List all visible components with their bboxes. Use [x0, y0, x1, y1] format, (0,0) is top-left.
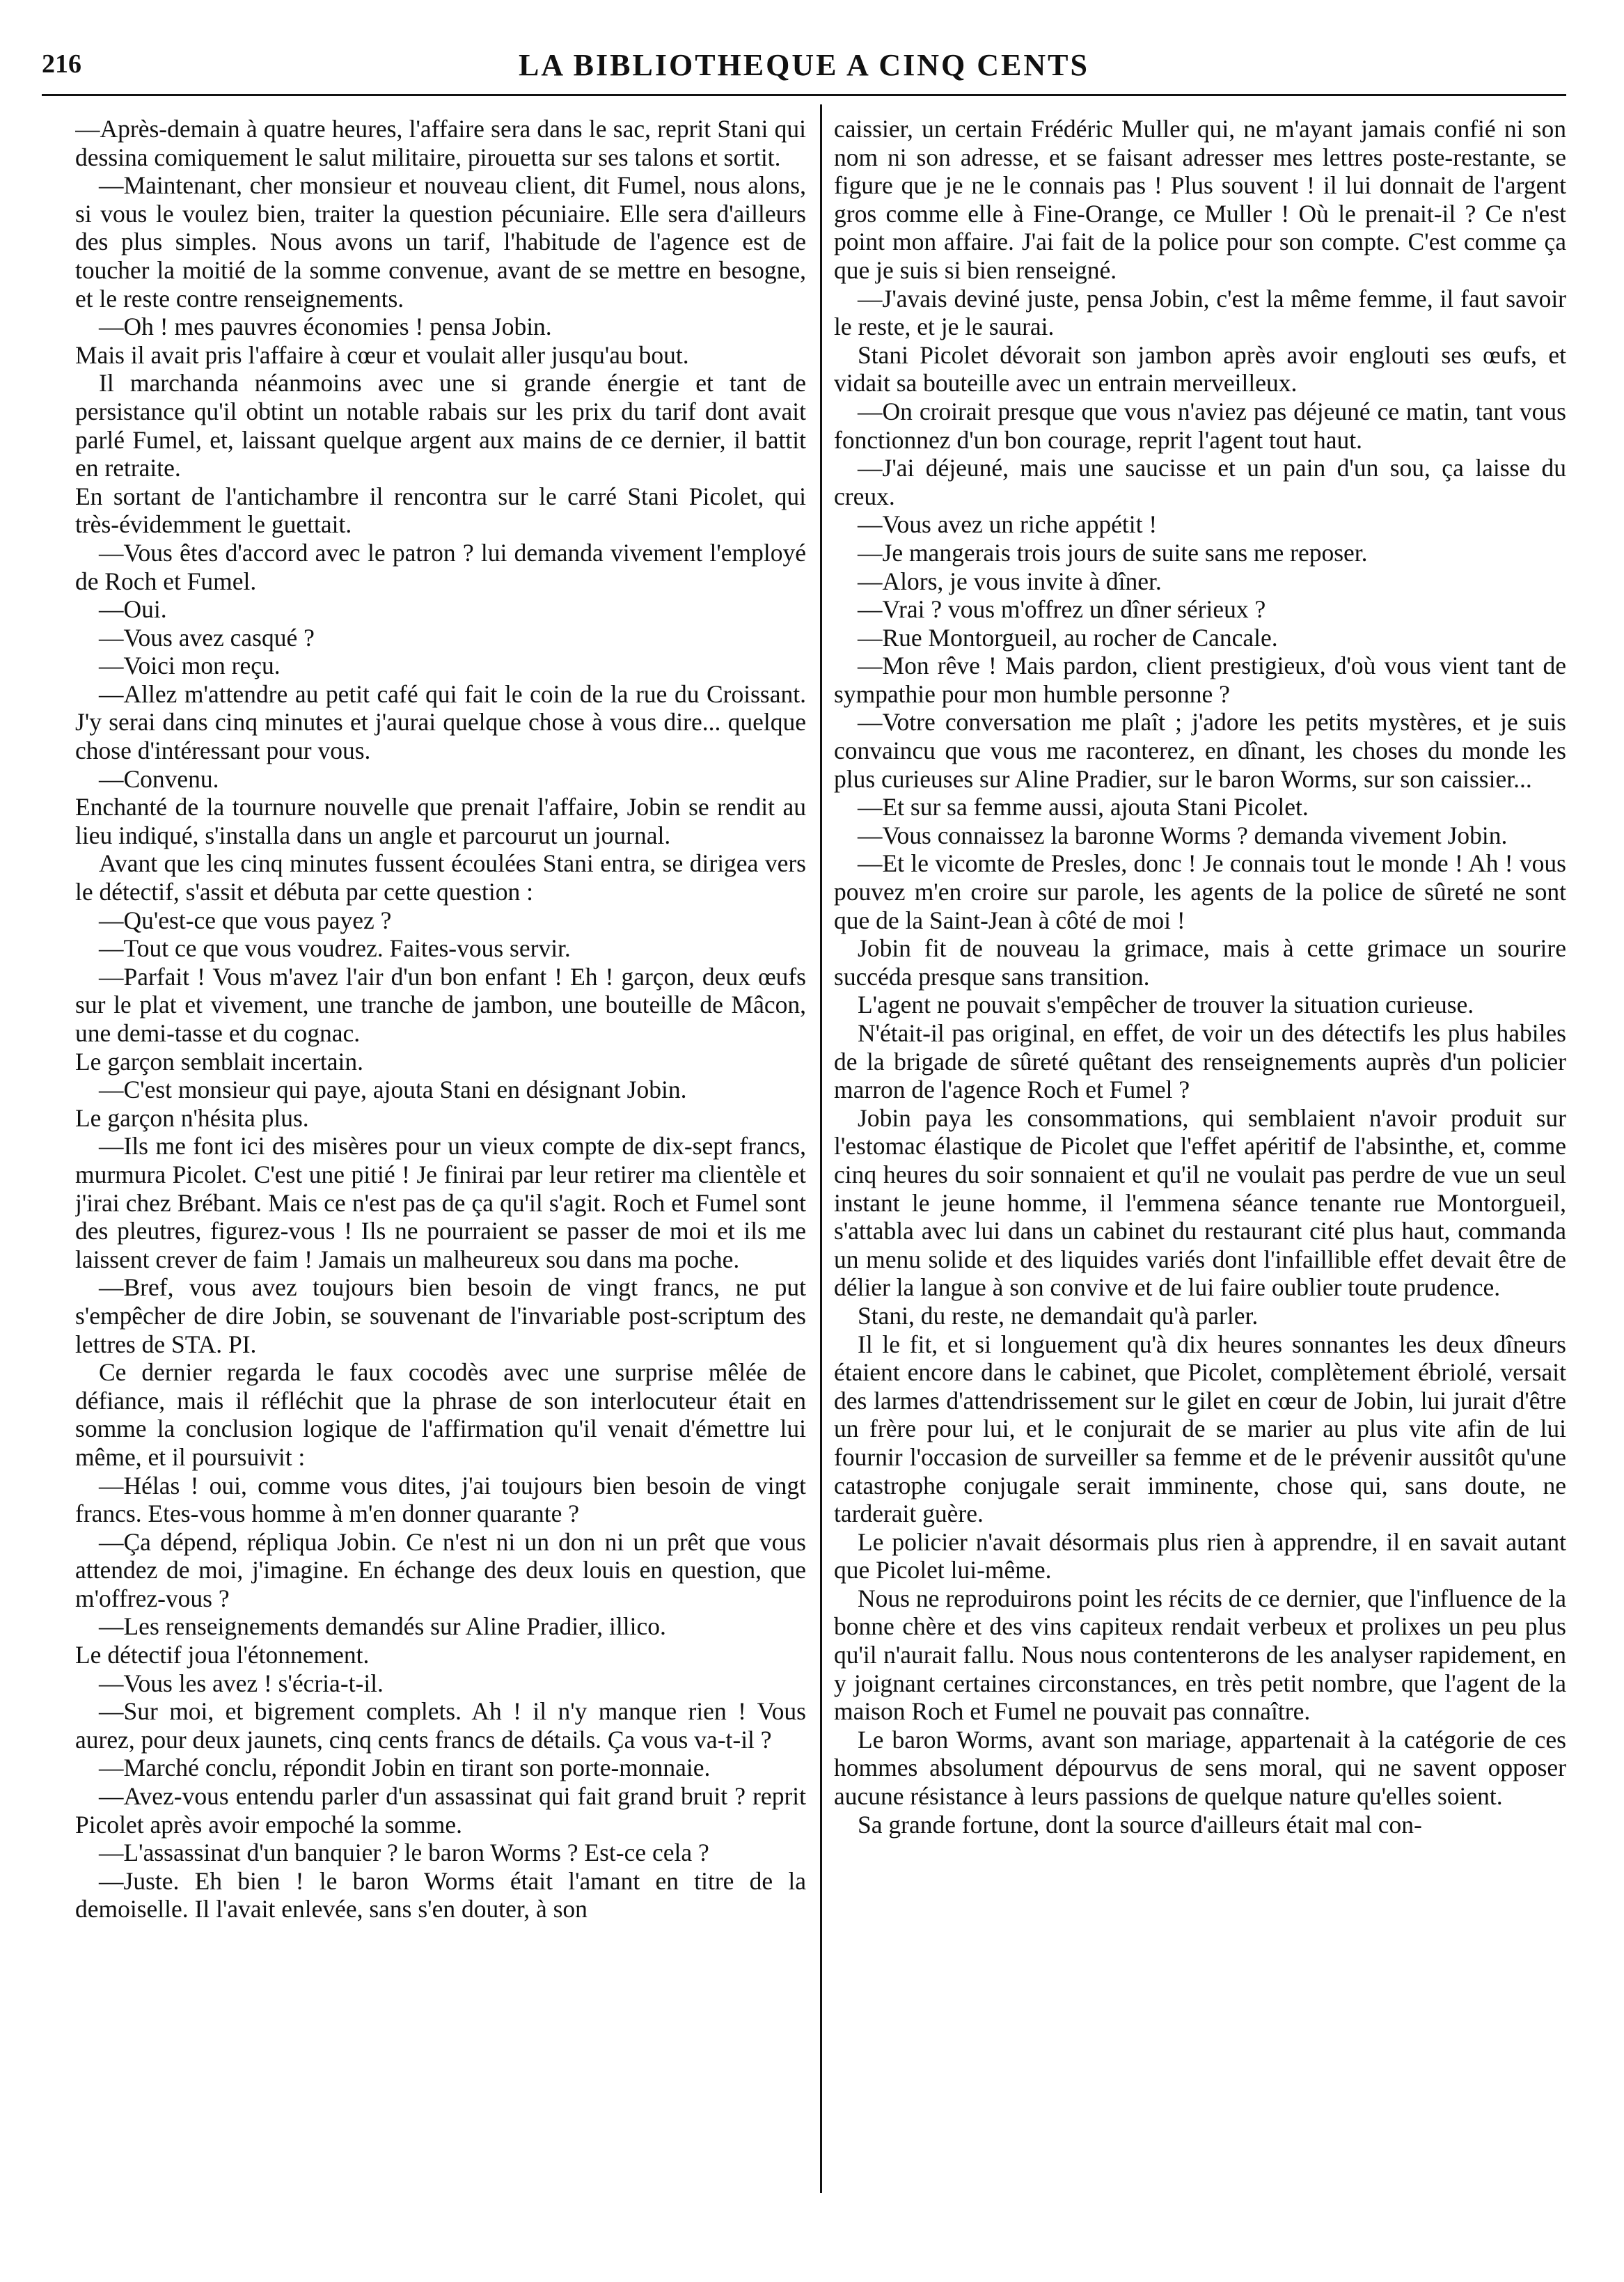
page-number: 216 — [42, 49, 81, 79]
paragraph: —Vous connaissez la baronne Worms ? demanda vivement Jobin. — [858, 821, 1508, 849]
paragraph: —Juste. Eh bien ! le baron Worms était l'amant en titre de la demoiselle. Il l'avait enlevée, sans s'en douter, à son — [75, 1866, 806, 1923]
paragraph: N'était-il pas original, en effet, de voir un des détectifs les plus habiles de la brigade de sûreté quêtant des renseignements auprès d'un policier marron de l'agence Roch et Fumel ? — [834, 1019, 1566, 1104]
paragraph: —Je mangerais trois jours de suite sans me reposer. — [858, 538, 1368, 567]
paragraph: Enchanté de la tournure nouvelle que prenait l'affaire, Jobin se rendit au lieu indiqué, s'installa dans un angle et parcourut un journal. — [75, 793, 806, 849]
paragraph: Nous ne reproduirons point les récits de ce dernier, que l'influence de la bonne chère et des vins capiteux rendait verbeux et prolixes un peu plus qu'il n'aurait fallu. Nous nous contenterons de les analyser rapidement, en y joignant certaines circonstances, en très petit nombre, que l'agent de la maison Roch et Fumel ne pouvait pas connaître. — [834, 1584, 1566, 1726]
paragraph: —Alors, je vous invite à dîner. — [858, 567, 1162, 595]
paragraph: Il le fit, et si longuement qu'à dix heures sonnantes les deux dîneurs étaient encore dans le cabinet, que Picolet, complètement ébriolé, versait des larmes d'attendrissement sur le gilet en cœur de Jobin, lui jurait d'être un frère pour lui, et le conjurait de se marier au plus vite afin de lui fournir l'occasion de surveiller sa femme et de le prévenir aussitôt qu'une catastrophe conjugale serait imminente, chose qui, sans doute, ne tarderait guère. — [834, 1330, 1566, 1528]
paragraph: —C'est monsieur qui paye, ajouta Stani en désignant Jobin. — [99, 1076, 687, 1104]
paragraph: Jobin fit de nouveau la grimace, mais à cette grimace un sourire succéda presque sans transition. — [834, 934, 1566, 991]
paragraph: —Ça dépend, répliqua Jobin. Ce n'est ni un don ni un prêt que vous attendez de moi, j'imagine. En échange des deux louis en question, que m'offrez-vous ? — [75, 1527, 806, 1612]
left-column — [75, 115, 806, 2252]
paragraph: —Tout ce que vous voudrez. Faites-vous servir. — [99, 934, 571, 963]
paragraph: —Bref, vous avez toujours bien besoin de vingt francs, ne put s'empêcher de dire Jobin, se souvenant de l'invariable post-scriptum des lettres de STA. PI. — [75, 1273, 806, 1358]
paragraph: —Avez-vous entendu parler d'un assassinat qui fait grand bruit ? reprit Picolet après avoir empoché la somme. — [75, 1782, 806, 1839]
paragraph: —Allez m'attendre au petit café qui fait le coin de la rue du Croissant. J'y serai dans cinq minutes et j'aurai quelque chose à vous dire... quelque chose d'intéressant pour vous. — [75, 679, 806, 765]
paragraph: —L'assassinat d'un banquier ? le baron Worms ? Est-ce cela ? — [99, 1839, 709, 1867]
paragraph: —Les renseignements demandés sur Aline Pradier, illico. — [99, 1612, 666, 1641]
paragraph: Avant que les cinq minutes fussent écoulées Stani entra, se dirigea vers le détectif, s'assit et débuta par cette question : — [75, 849, 806, 906]
header-rule — [42, 94, 1566, 96]
paragraph: —Maintenant, cher monsieur et nouveau client, dit Fumel, nous alons, si vous le voulez bien, traiter la question pécuniaire. Elle sera d'ailleurs des plus simples. Nous avons un tarif, l'habitude de l'agence est de toucher la moitié de la somme convenue, avant de se mettre en besogne, et le reste contre renseignements. — [75, 171, 806, 313]
paragraph: Mais il avait pris l'affaire à cœur et voulait aller jusqu'au bout. — [75, 340, 689, 369]
paragraph: L'agent ne pouvait s'empêcher de trouver la situation curieuse. — [858, 991, 1474, 1019]
page-header — [42, 42, 1566, 91]
paragraph: —Sur moi, et bigrement complets. Ah ! il n'y manque rien ! Vous aurez, pour deux jaunets, cinq cents francs de détails. Ça vous va-t-il ? — [75, 1697, 806, 1754]
paragraph: —Vous les avez ! s'écria-t-il. — [99, 1669, 384, 1697]
paragraph: —Voici mon reçu. — [99, 652, 281, 680]
paragraph: Stani Picolet dévorait son jambon après avoir englouti ses œufs, et vidait sa bouteille avec un entrain merveilleux. — [834, 340, 1566, 398]
paragraph: —Après-demain à quatre heures, l'affaire sera dans le sac, reprit Stani qui dessina comiquement le salut militaire, pirouetta sur ses talons et sortit. — [75, 115, 806, 171]
paragraph: —Mon rêve ! Mais pardon, client prestigieux, d'où vous vient tant de sympathie pour mon humble personne ? — [834, 652, 1566, 708]
paragraph: —On croirait presque que vous n'aviez pas déjeuné ce matin, tant vous fonctionnez d'un bon courage, reprit l'agent tout haut. — [834, 397, 1566, 454]
paragraph: —Et sur sa femme aussi, ajouta Stani Picolet. — [858, 793, 1309, 821]
paragraph: —Oh ! mes pauvres économies ! pensa Jobin. — [99, 313, 552, 341]
paragraph: Stani, du reste, ne demandait qu'à parler. — [858, 1301, 1259, 1330]
paragraph: —Vous avez casqué ? — [99, 623, 315, 652]
running-title: LA BIBLIOTHEQUE A CINQ CENTS — [518, 48, 1089, 82]
paragraph: —Vous êtes d'accord avec le patron ? lui demanda vivement l'employé de Roch et Fumel. — [75, 538, 806, 595]
paragraph: caissier, un certain Frédéric Muller qui, ne m'ayant jamais confié ni son nom ni son adresse, et se faisant adresser mes lettres poste-restante, se figure que je ne le connais pas ! Plus souvent ! il lui donnait de l'argent gros comme elle à Fine-Orange, ce Muller ! Où le prenait-il ? Ce n'est point mon affaire. J'ai fait de la police pour son compte. C'est comme ça que je suis si bien renseigné. — [834, 115, 1566, 284]
paragraph: —J'avais deviné juste, pensa Jobin, c'est la même femme, il faut savoir le reste, et je le saurai. — [834, 284, 1566, 341]
paragraph: En sortant de l'antichambre il rencontra sur le carré Stani Picolet, qui très-évidemment le guettait. — [75, 482, 806, 539]
paragraph: Jobin paya les consommations, qui semblaient n'avoir produit sur l'estomac élastique de Picolet que l'effet apéritif de l'absinthe, et, comme cinq heures du soir sonnaient et qu'il ne voulait pas perdre de vue un seul instant le jeune homme, il l'emmena séance tenante rue Montorgueil, s'attabla avec lui dans un cabinet du restaurant cité plus haut, commanda un menu solide et des liquides variés dont l'infaillible effet devait être de délier la langue à son convive et de lui faire oublier toute prudence. — [834, 1103, 1566, 1302]
paragraph: —J'ai déjeuné, mais une saucisse et un pain d'un sou, ça laisse du creux. — [834, 454, 1566, 510]
right-column — [834, 115, 1566, 2252]
paragraph: —Convenu. — [99, 764, 219, 793]
paragraph: Ce dernier regarda le faux cocodès avec une surprise mêlée de défiance, mais il réfléchit que la phrase de son interlocuteur était en somme la conclusion logique de l'affirmation qu'il venait d'émettre lui même, et il poursuivit : — [75, 1358, 806, 1471]
paragraph: —Ils me font ici des misères pour un vieux compte de dix-sept francs, murmura Picolet. C'est une pitié ! Je finirai par leur retirer ma clientèle et j'irai chez Brébant. Mais ce n'est pas de ça qu'il s'agit. Roch et Fumel sont des pleutres, figurez-vous ! Ils ne pourraient se passer de moi et ils me laissent crever de faim ! Jamais un malheureux sou dans ma poche. — [75, 1132, 806, 1273]
paragraph: —Hélas ! oui, comme vous dites, j'ai toujours bien besoin de vingt francs. Etes-vous homme à m'en donner quarante ? — [75, 1471, 806, 1528]
paragraph: Il marchanda néanmoins avec une si grande énergie et tant de persistance qu'il obtint un notable rabais sur les prix du tarif dont avait parlé Fumel, et, laissant quelque argent aux mains de ce dernier, il battit en retraite. — [75, 369, 806, 482]
paragraph: —Marché conclu, répondit Jobin en tirant son porte-monnaie. — [99, 1754, 711, 1782]
paragraph: Le baron Worms, avant son mariage, appartenait à la catégorie de ces hommes absolument dépourvus de sens moral, qui ne savent opposer aucune résistance à leurs passions de quelque nature qu'elles soient. — [834, 1725, 1566, 1811]
paragraph: —Vrai ? vous m'offrez un dîner sérieux ? — [858, 595, 1266, 624]
column-divider — [820, 104, 822, 2193]
paragraph: —Vous avez un riche appétit ! — [858, 510, 1158, 539]
paragraph: Sa grande fortune, dont la source d'ailleurs était mal con- — [858, 1810, 1422, 1839]
paragraph: Le policier n'avait désormais plus rien à apprendre, il en savait autant que Picolet lui-même. — [834, 1527, 1566, 1584]
paragraph: —Rue Montorgueil, au rocher de Cancale. — [858, 623, 1278, 652]
paragraph: Le détectif joua l'étonnement. — [75, 1641, 370, 1669]
paragraph: Le garçon n'hésita plus. — [75, 1103, 309, 1132]
paragraph: —Votre conversation me plaît ; j'adore les petits mystères, et je suis convaincu que vous me raconterez, en dînant, les choses du monde les plus curieuses sur Aline Pradier, sur le baron Worms, sur son caissier... — [834, 708, 1566, 793]
paragraph: —Qu'est-ce que vous payez ? — [99, 906, 392, 934]
paragraph: —Parfait ! Vous m'avez l'air d'un bon enfant ! Eh ! garçon, deux œufs sur le plat et vivement, une tranche de jambon, une bouteille de Mâcon, une demi-tasse et du cognac. — [75, 962, 806, 1047]
paragraph: Le garçon semblait incertain. — [75, 1047, 363, 1076]
paragraph: —Oui. — [99, 595, 167, 624]
paragraph: —Et le vicomte de Presles, donc ! Je connais tout le monde ! Ah ! vous pouvez m'en croire sur parole, les agents de la police de sûreté ne sont que de la Saint-Jean à côté de moi ! — [834, 849, 1566, 934]
